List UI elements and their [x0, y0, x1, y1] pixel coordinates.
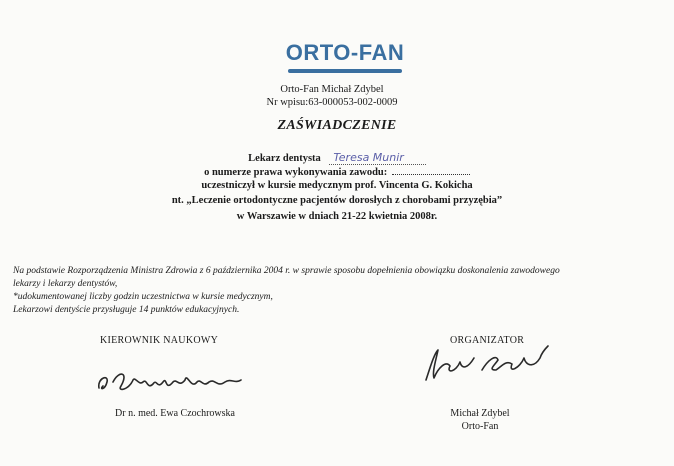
recipient-label: Lekarz dentysta [248, 153, 321, 164]
certificate-title: ZAŚWIADCZENIE [277, 118, 397, 133]
license-number-label: o numerze prawa wykonywania zawodu: [204, 167, 388, 178]
orto-fan-logo [285, 40, 405, 78]
organizer-company: Orto-Fan [461, 421, 499, 432]
course-date-line: w Warszawie w dniach 21-22 kwietnia 2008r. [236, 211, 438, 222]
legal-text-line-4: Lekarzowi dentyście przysługuje 14 punktów edukacyjnych. [13, 305, 240, 315]
scientific-director-role: KIEROWNIK NAUKOWY [100, 335, 219, 346]
legal-text-line-1: Na podstawie Rozporządzenia Ministra Zdrowia z 6 października 2004 r. w sprawie sposobu dopełnienia obowiązku doskonalenia zawodowego [13, 266, 560, 276]
logo-text: ORTO-FAN [285, 40, 405, 65]
legal-text-line-3: *udokumentowanej liczby godzin uczestnictwa w kursie medycznym, [13, 292, 273, 302]
recipient-handwritten-name: Teresa Munir [329, 151, 425, 165]
organizer-signature [416, 344, 556, 386]
organizer-name: Michał Zdybel [450, 408, 510, 419]
organizer-role: ORGANIZATOR [450, 335, 525, 346]
license-number-line [0, 165, 674, 178]
issuer-registry: Nr wpisu:63-000053-002-0009 [266, 97, 398, 108]
recipient-line [0, 151, 674, 165]
course-topic-line: nt. „Leczenie ortodontyczne pacjentów dorosłych z chorobami przyzębia” [171, 195, 503, 206]
course-participation-line: uczestniczył w kursie medycznym prof. Vincenta G. Kokicha [201, 180, 473, 191]
scientific-director-signature [95, 360, 245, 400]
logo-underline [288, 69, 402, 73]
issuer-name: Orto-Fan Michał Zdybel [280, 84, 384, 95]
license-number-blank [392, 165, 470, 175]
legal-text-line-2: lekarzy i lekarzy dentystów, [13, 279, 118, 289]
scientific-director-name: Dr n. med. Ewa Czochrowska [115, 408, 235, 419]
